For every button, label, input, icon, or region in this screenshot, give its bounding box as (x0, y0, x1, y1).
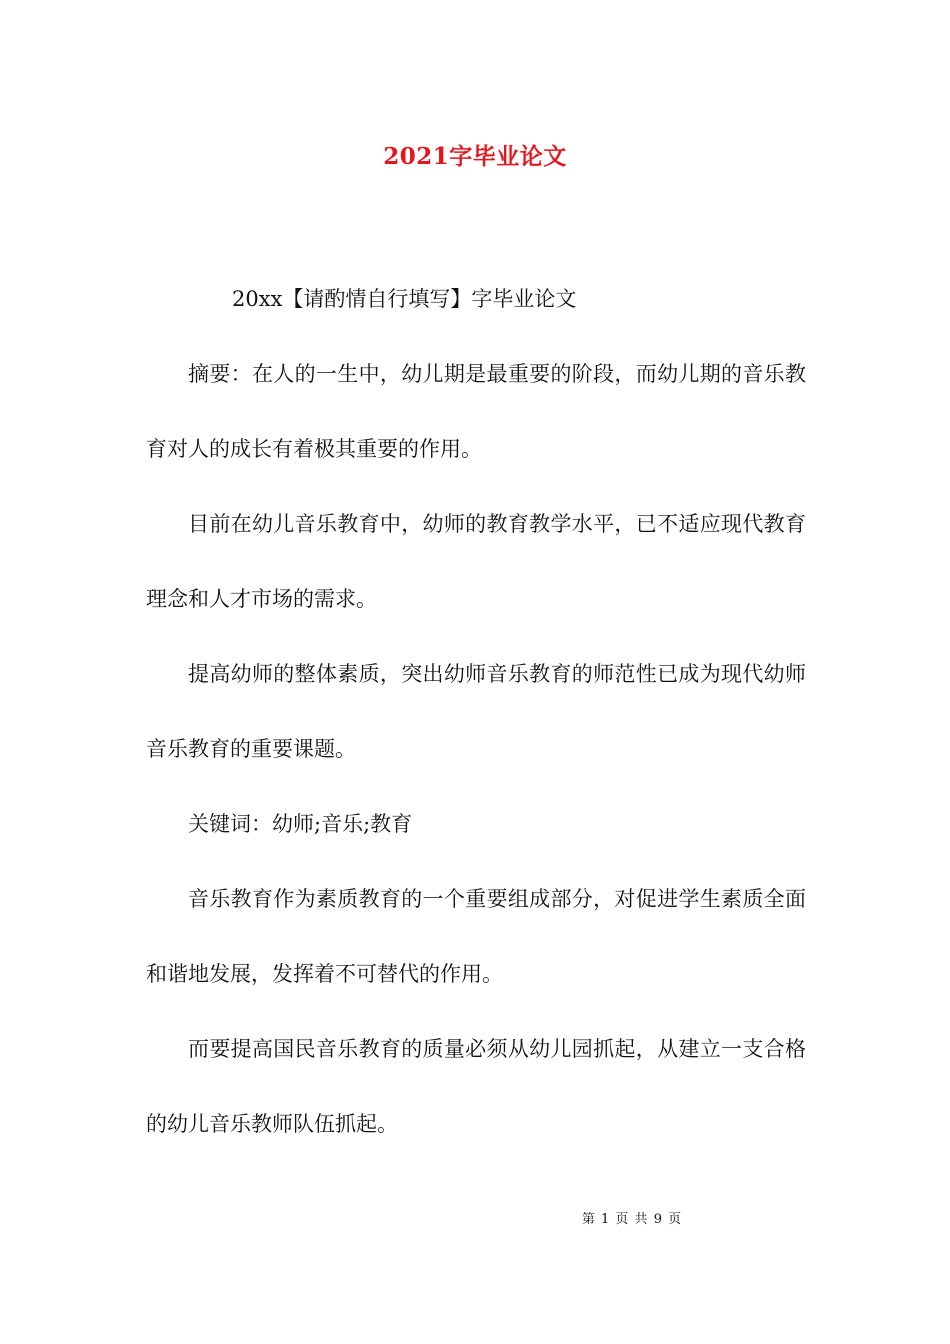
page-number-footer: 第 1 页 共 9 页 (581, 1212, 683, 1227)
paragraph-keywords: 关键词：幼师;音乐;教育 (188, 812, 413, 836)
paragraph-quality: 提高幼师的整体素质，突出幼师音乐教育的师范性已成为现代幼师音乐教育的重要课题。 (146, 662, 806, 761)
paragraph-abstract: 摘要：在人的一生中，幼儿期是最重要的阶段，而幼儿期的音乐教育对人的成长有着极其重要的作用。 (146, 362, 806, 461)
paragraph-role: 音乐教育作为素质教育的一个重要组成部分，对促进学生素质全面和谐地发展，发挥着不可替代的作用。 (146, 887, 806, 986)
document-subtitle: 20xx【请酌情自行填写】字毕业论文 (232, 287, 577, 311)
paragraph-kindergarten: 而要提高国民音乐教育的质量必须从幼儿园抓起，从建立一支合格的幼儿音乐教师队伍抓起。 (146, 1037, 806, 1136)
paragraph-current-state: 目前在幼儿音乐教育中，幼师的教育教学水平，已不适应现代教育理念和人才市场的需求。 (146, 512, 806, 611)
document-body (146, 262, 806, 1162)
document-title: 2021字毕业论文 (383, 143, 567, 170)
